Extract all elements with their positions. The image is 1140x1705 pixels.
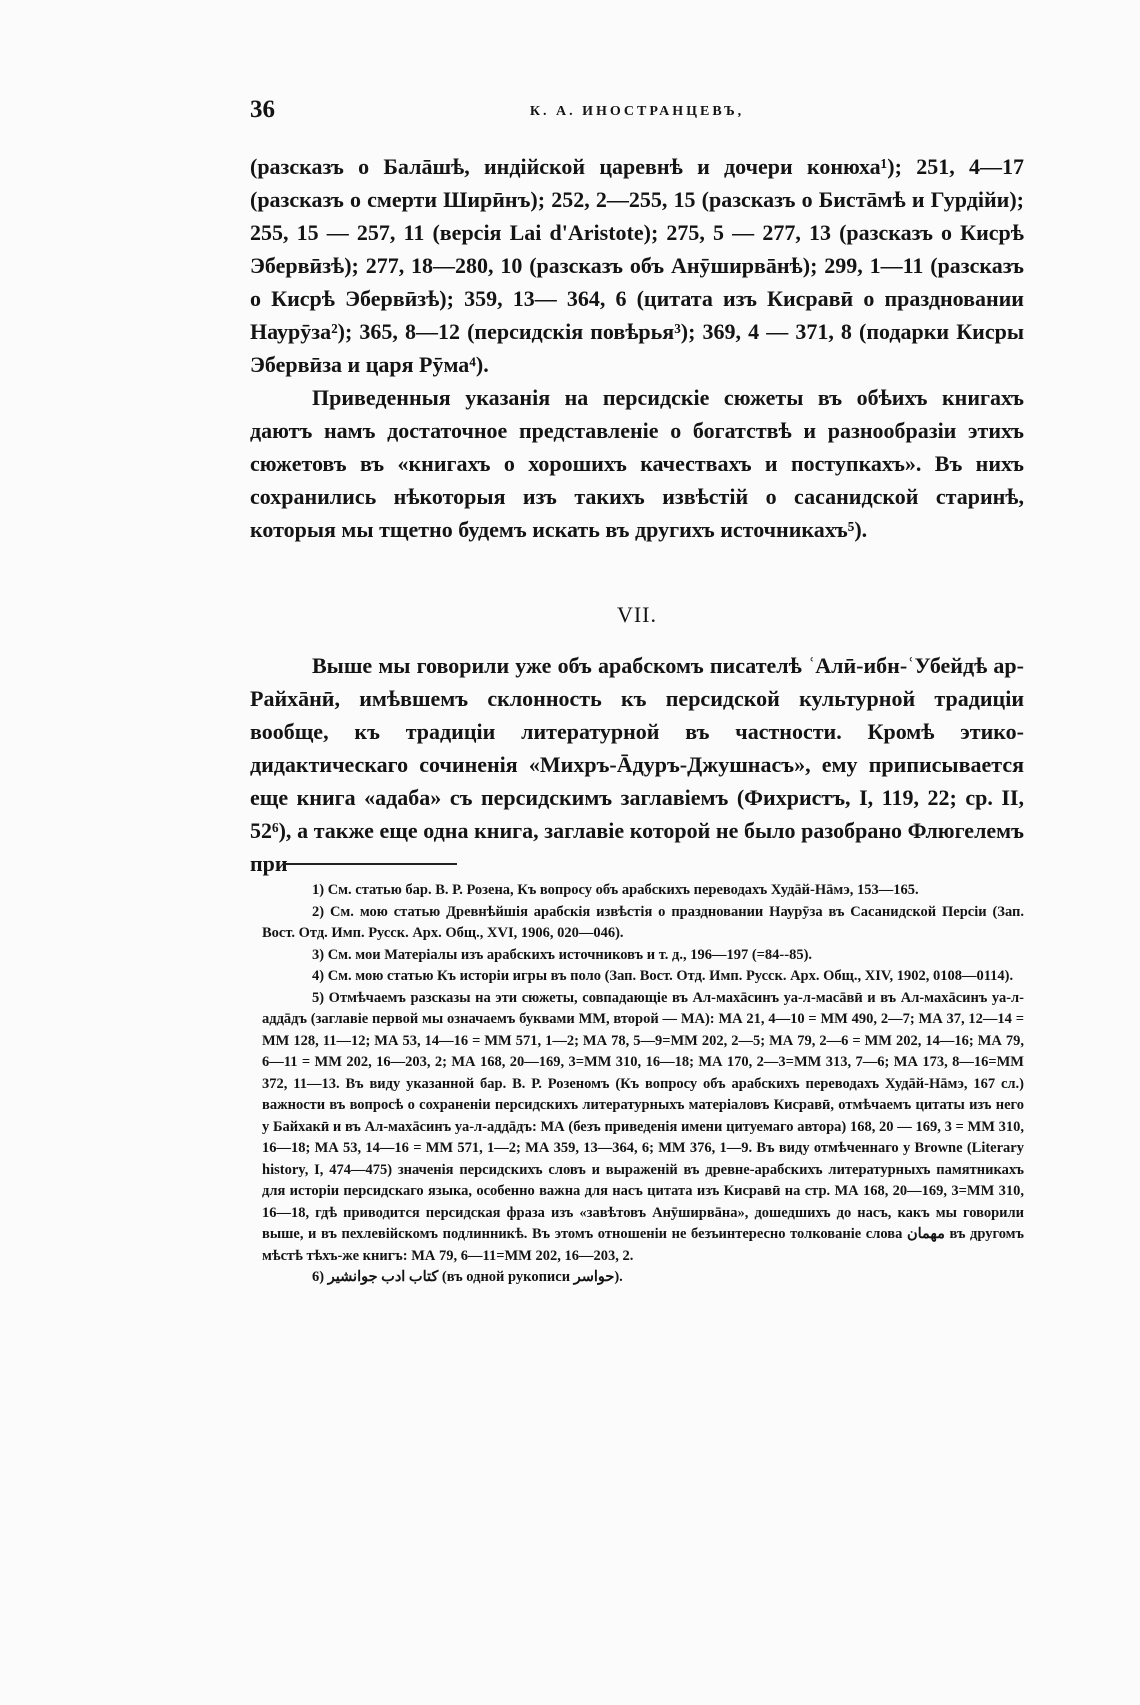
footnote-6: 6) كتاب ادب جوانشير (въ одной рукописи حواسر).: [312, 1269, 623, 1285]
paragraph-2: Приведенныя указанія на персидскіе сюжеты въ обѣихъ книгахъ даютъ намъ достаточное представленіе о богатствѣ и разнообразіи этихъ сюжетовъ въ «книгахъ о хорошихъ качествахъ и поступкахъ». Въ нихъ сохранились нѣкоторыя изъ такихъ извѣстій о сасанидской старинѣ, которыя мы тщетно будемъ искать въ другихъ источникахъ⁵).: [250, 385, 1024, 542]
main-text: [250, 150, 1024, 880]
page-number: 36: [250, 96, 275, 123]
footnotes: [262, 880, 1024, 1289]
running-title: К. А. ИНОСТРАНЦЕВЪ,: [529, 104, 745, 119]
paragraph-1: (разсказъ о Балāшѣ, индійской царевнѣ и дочери конюха¹); 251, 4—17 (разсказъ о смерти Ширӣнъ); 252, 2—255, 15 (разсказъ о Бистāмѣ и Гурдійи); 255, 15 — 257, 11 (версія Lai d'Aristote); 275, 5 — 277, 13 (разсказъ о Кисрѣ Эбервӣзѣ); 277, 18—280, 10 (разсказъ объ Анӯширвāнѣ); 299, 1—11 (разсказъ о Кисрѣ Эбервӣзѣ); 359, 13— 364, 6 (цитата изъ Кисравӣ о праздновании Наурӯза²); 365, 8—12 (персидскія повѣрья³); 369, 4 — 371, 8 (подарки Кисры Эбервӣза и царя Рӯма⁴).: [250, 154, 1024, 377]
footnote-1: 1) См. статью бар. В. Р. Розена, Къ вопросу объ арабскихъ переводахъ Худāй-Нāмэ, 153—165.: [312, 882, 919, 898]
footnote-divider: [283, 863, 457, 865]
footnote-4: 4) См. мою статью Къ исторіи игры въ поло (Зап. Вост. Отд. Имп. Русск. Арх. Общ., XIV, 1902, 0108—0114).: [312, 968, 1014, 984]
paragraph-3: Выше мы говорили уже объ арабскомъ писателѣ ʿАлӣ-ибн-ʿУбейдѣ ар-Райхāнӣ, имѣвшемъ склонность къ персидской культурной традиціи вообще, къ традиціи литературной въ частности. Кромѣ этико-дидактическаго сочиненія «Михръ-Āдуръ-Джушнасъ», ему приписывается еще книга «адаба» съ персидскимъ заглавіемъ (Фихристъ, I, 119, 22; ср. II, 52⁶), а также еще одна книга, заглавіе которой не было разобрано Флюгелемъ при: [250, 653, 1024, 876]
page-header: [250, 96, 1024, 132]
footnote-2: 2) См. мою статью Древнѣйшія арабскія извѣстія о праздновании Наурӯза въ Сасанидской Персіи (Зап. Вост. Отд. Имп. Русск. Арх. Общ., XVI, 1906, 020—046).: [262, 903, 1024, 941]
footnote-5: 5) Отмѣчаемъ разсказы на эти сюжеты, совпадающіе въ Ал-махāсинъ уа-л-масāвӣ и въ Ал-махāсинъ уа-л-аддāдъ (заглавіе первой мы означаемъ буквами ММ, второй — МА): МА 21, 4—10 = ММ 490, 2—7; МА 37, 12—14 = ММ 128, 11—12; МА 53, 14—16 = ММ 571, 1—2; МА 78, 5—9=ММ 202, 2—5; МА 79, 2—6 = ММ 202, 14—16; МА 79, 6—11 = ММ 202, 16—203, 2; МА 168, 20—169, 3=ММ 310, 16—18; МА 170, 2—3=ММ 313, 7—6; МА 173, 8—16=ММ 372, 11—13. Въ виду указанной бар. В. Р. Розеномъ (Къ вопросу объ арабскихъ переводахъ Худāй-Нāмэ, 167 сл.) важности въ вопросѣ о сохраненіи персидскихъ литературныхъ матеріаловъ Кисравӣ, отмѣчаемъ цитаты изъ него у Байхакӣ и въ Ал-махāсинъ уа-л-аддāдъ: МА (безъ приведенія имени цитуемаго автора) 168, 20 — 169, 3 = ММ 310, 16—18; МА 53, 14—16 = ММ 571, 1—2; МА 359, 13—364, 6; ММ 376, 1—9. Въ виду отмѣченнаго у Browne (Literary history, I, 474—475) значенія персидскихъ словъ и выраженій въ древне-арабскихъ литературныхъ памятникахъ для исторіи персидскаго языка, особенно важна для насъ цитата изъ Кисравӣ на стр. МА 168, 20—169, 3=ММ 310, 16—18, гдѣ приводится персидская фраза изъ «завѣтовъ Анӯширвāна», дошедшихъ до насъ, какъ мы говорили выше, и въ пехлевійскомъ подлинникѣ. Въ этомъ отношеніи не безъинтересно толкованіе слова مهمان въ другомъ мѣстѣ тѣхъ-же книгъ: МА 79, 6—11=ММ 202, 16—203, 2.: [262, 989, 1024, 1264]
section-heading: VII.: [616, 602, 658, 627]
footnote-3: 3) См. мои Матеріалы изъ арабскихъ источниковъ и т. д., 196—197 (=84--85).: [312, 946, 813, 963]
